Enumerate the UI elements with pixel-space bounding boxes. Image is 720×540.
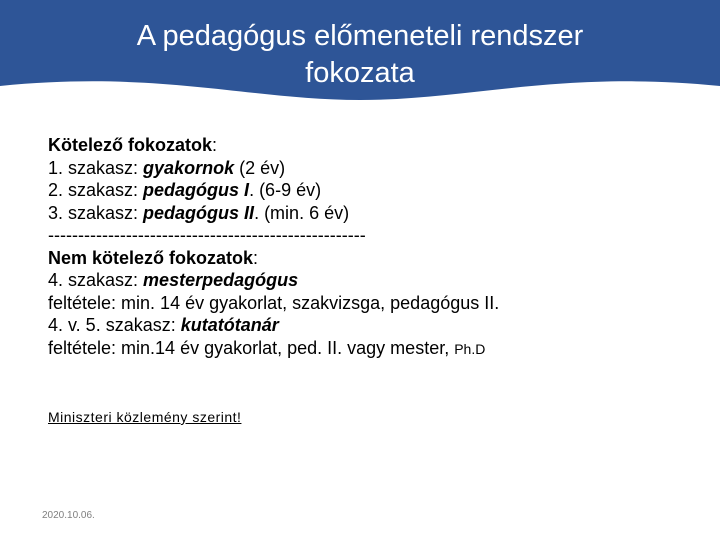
title-line-2: fokozata xyxy=(305,57,415,89)
stage-4 xyxy=(48,269,688,292)
title-line-1: A pedagógus előmeneteli rendszer xyxy=(136,20,584,52)
stage-3-suffix: . (min. 6 év) xyxy=(254,202,350,223)
stage-4-5-condition-phd: Ph.D xyxy=(454,340,486,357)
stage-2 xyxy=(48,179,688,202)
stage-4-5-prefix: 4. v. 5. szakasz: xyxy=(48,315,181,335)
stage-1-name: gyakornok xyxy=(143,157,235,178)
mandatory-heading-text: Kötelező fokozatok xyxy=(48,135,213,155)
optional-heading-colon: : xyxy=(253,247,259,268)
title-banner xyxy=(0,0,720,100)
stage-4-5-condition-text: feltétele: min.14 év gyakorlat, ped. II. vagy mester, xyxy=(48,337,455,358)
stage-4-prefix: 4. szakasz: xyxy=(48,270,144,290)
stage-4-condition: feltétele: min. 14 év gyakorlat, szakvizsga, pedagógus II. xyxy=(48,292,500,313)
stage-4-5-condition xyxy=(48,337,688,361)
stage-2-suffix: . (6-9 év) xyxy=(249,180,322,200)
stage-1-suffix: (2 év) xyxy=(234,157,286,178)
separator-line: ----------------------------------------------------- xyxy=(48,225,366,245)
stage-1-prefix: 1. szakasz: xyxy=(48,157,144,178)
stage-3-name: pedagógus II xyxy=(143,202,255,223)
optional-heading xyxy=(48,247,688,270)
stage-2-name: pedagógus I xyxy=(143,180,250,200)
stage-2-prefix: 2. szakasz: xyxy=(48,180,144,200)
mandatory-heading-colon: : xyxy=(212,135,218,155)
ministry-note: Miniszteri közlemény szerint! xyxy=(48,409,242,425)
optional-heading-text: Nem kötelező fokozatok xyxy=(48,247,254,268)
slide-date: 2020.10.06. xyxy=(42,510,95,521)
stage-3-prefix: 3. szakasz: xyxy=(48,202,144,223)
stage-4-5 xyxy=(48,314,688,337)
page-title xyxy=(0,18,720,92)
stage-3 xyxy=(48,202,688,225)
mandatory-heading xyxy=(48,134,688,157)
content-body xyxy=(48,134,688,360)
stage-4-5-name: kutatótanár xyxy=(180,315,279,335)
stage-4-name: mesterpedagógus xyxy=(143,270,299,290)
stage-1 xyxy=(48,157,688,180)
